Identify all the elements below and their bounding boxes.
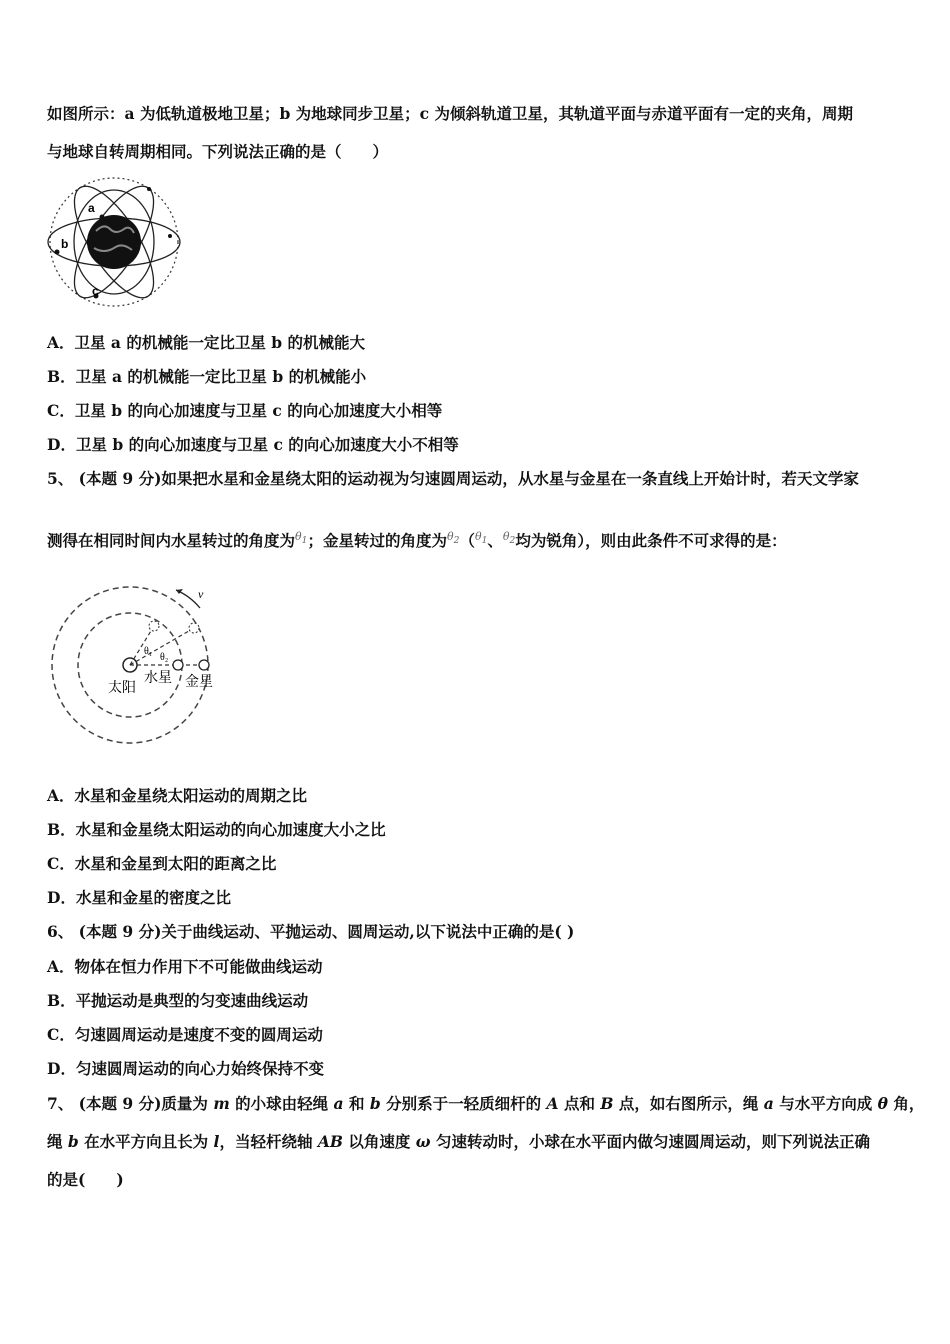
q5-stem-line2 <box>47 529 787 551</box>
q4-option-b: B．卫星 a 的机械能一定比卫星 b 的机械能小 <box>47 367 367 386</box>
q6-stem: 6、 (本题 9 分)关于曲线运动、平抛运动、圆周运动,以下说法中正确的是( ) <box>47 922 575 941</box>
mercury-later-icon <box>149 621 159 631</box>
var-AB: AB <box>317 1132 343 1151</box>
var-A: A <box>546 1094 559 1113</box>
q5-stem-line1: 5、 (本题 9 分)如果把水星和金星绕太阳的运动视为匀速圆周运动，从水星与金星在一条直线上开始计时，若天文学家 <box>47 469 859 488</box>
q7-text: 点和 <box>558 1094 601 1113</box>
var-l: l <box>213 1132 220 1151</box>
theta2-sub: 2 <box>453 535 460 547</box>
theta1-sub: 1 <box>301 535 308 547</box>
q5-line2-part-c: （ <box>459 531 475 550</box>
q6-option-b: B．平抛运动是典型的匀变速曲线运动 <box>47 991 309 1010</box>
theta1-sub-2: 1 <box>481 535 488 547</box>
q7-text: 和 <box>343 1094 370 1113</box>
q4-option-c: C．卫星 b 的向心加速度与卫星 c 的向心加速度大小相等 <box>47 401 443 420</box>
theta1-symbol <box>295 530 308 547</box>
mercury-label: 水星 <box>144 671 172 686</box>
var-a: a <box>763 1094 774 1113</box>
q7-text: 在水平方向且长为 <box>78 1132 214 1151</box>
q4-option-a: A．卫星 a 的机械能一定比卫星 b 的机械能大 <box>47 333 365 352</box>
var-a: a <box>333 1094 344 1113</box>
q7-text: 的小球由轻绳 <box>229 1094 334 1113</box>
theta2-symbol <box>446 530 460 547</box>
satellite-dot-icon <box>147 187 151 191</box>
satellite-dot-icon <box>168 234 172 238</box>
satellite-orbits-figure <box>44 176 184 308</box>
q7-text: 与水平方向成 <box>773 1094 878 1113</box>
label-a: a <box>88 201 95 215</box>
var-m: m <box>213 1094 230 1113</box>
label-b: b <box>61 237 69 251</box>
var-omega: ω <box>415 1132 431 1151</box>
var-B: B <box>600 1094 614 1113</box>
q5-option-a: A．水星和金星绕太阳运动的周期之比 <box>47 786 308 805</box>
q5-option-b: B．水星和金星绕太阳运动的向心加速度大小之比 <box>47 820 386 839</box>
q5-line2-sep: 、 <box>487 531 503 550</box>
q7-text: 角， <box>887 1094 925 1113</box>
venus-label: 金星 <box>185 675 213 690</box>
q7-text: 匀速转动时，小球在水平面内做匀速圆周运动，则下列说法正确 <box>430 1132 870 1151</box>
mercury-start-icon <box>173 660 183 670</box>
theta1-symbol-2 <box>474 530 488 547</box>
velocity-label: v <box>198 587 204 601</box>
q7-text: 7、 (本题 9 分)质量为 <box>47 1094 214 1113</box>
q7-stem-line2 <box>47 1130 870 1152</box>
q5-line2-part-a: 测得在相同时间内水星转过的角度为 <box>47 531 296 550</box>
theta2-char-2: θ <box>502 530 510 543</box>
q7-text: 以角速度 <box>342 1132 416 1151</box>
theta1-char-2: θ <box>474 530 482 543</box>
q5-line2-part-d: 均为锐角），则由此条件不可求得的是： <box>515 531 787 550</box>
q4-stem-line1: 如图所示：a 为低轨道极地卫星；b 为地球同步卫星；c 为倾斜轨道卫星，其轨道平面与赤道平面有一定的夹角，周期 <box>47 104 854 123</box>
q7-text: 点，如右图所示，绳 <box>613 1094 764 1113</box>
satellite-b-icon <box>55 250 60 255</box>
sun-label: 太阳 <box>108 681 136 696</box>
venus-start-icon <box>199 660 209 670</box>
theta1-char: θ <box>295 530 302 543</box>
q6-option-d: D．匀速圆周运动的向心力始终保持不变 <box>47 1059 324 1078</box>
q7-text: 分别系于一轻质细杆的 <box>380 1094 547 1113</box>
earth-icon <box>87 215 141 269</box>
q5-option-c: C．水星和金星到太阳的距离之比 <box>47 854 277 873</box>
q6-option-a: A．物体在恒力作用下不可能做曲线运动 <box>47 957 323 976</box>
sun-planets-figure <box>48 582 238 744</box>
q7-text: 绳 <box>47 1132 68 1151</box>
q7-stem-line3: 的是( ) <box>47 1170 124 1189</box>
satellite-a-icon <box>100 215 105 220</box>
q7-text: ，当轻杆绕轴 <box>219 1132 318 1151</box>
var-b: b <box>369 1094 381 1113</box>
theta2-symbol-2 <box>502 530 516 547</box>
theta1-label: θ₁ <box>144 646 153 657</box>
var-theta: θ <box>877 1094 888 1113</box>
theta2-char: θ <box>446 530 454 543</box>
venus-later-icon <box>189 623 199 633</box>
label-c: c <box>92 284 99 298</box>
q5-line2-part-b: ；金星转过的角度为 <box>307 531 447 550</box>
q4-stem-line2: 与地球自转周期相同。下列说法正确的是（ ） <box>47 142 389 161</box>
theta2-sub-2: 2 <box>509 535 516 547</box>
q5-option-d: D．水星和金星的密度之比 <box>47 888 231 907</box>
q6-option-c: C．匀速圆周运动是速度不变的圆周运动 <box>47 1025 323 1044</box>
var-b: b <box>67 1132 79 1151</box>
q4-option-d: D．卫星 b 的向心加速度与卫星 c 的向心加速度大小不相等 <box>47 435 459 454</box>
q7-stem-line1 <box>47 1092 924 1114</box>
theta2-label: θ₂ <box>160 652 169 663</box>
